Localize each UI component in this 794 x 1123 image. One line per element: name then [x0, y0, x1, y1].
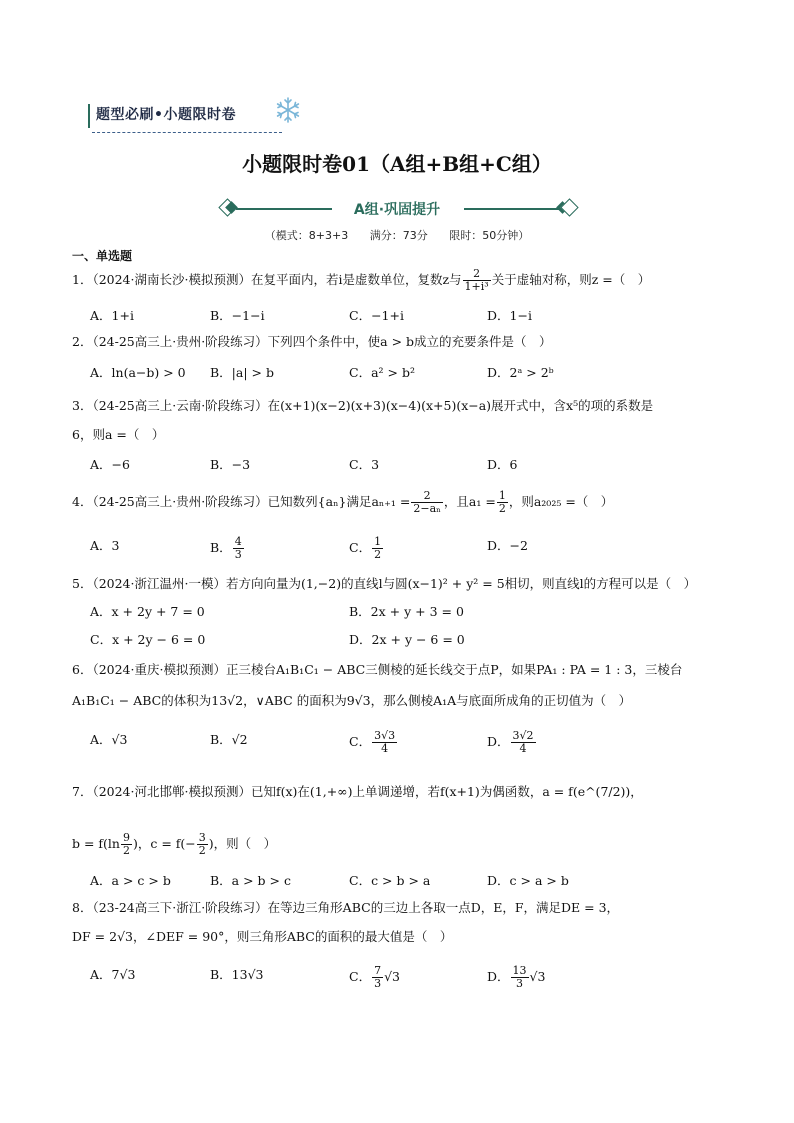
option-a: A．x + 2y + 7 = 0 — [90, 604, 205, 619]
option-d: D．c > a > b — [487, 873, 569, 888]
option-d: D． $\frac{13}{3}$ √3 — [487, 964, 546, 990]
option-a: A．−6 — [90, 457, 130, 472]
option-a: A．7√3 — [90, 967, 136, 982]
meta-score: 满分：73分 — [369, 229, 428, 242]
question-5: 5．（2024·浙江温州·一模）若方向向量为(1,−2)的直线l与圆(x−1)² + y² = 5相切，则直线l的方程可以是（ ） — [72, 576, 697, 591]
question-8: 8．（23-24高三下·浙江·阶段练习）在等边三角形ABC的三边上各取一点D，E，F，满足DE = 3， — [72, 900, 620, 915]
group-line-right — [464, 208, 560, 210]
option-d: D．−2 — [487, 538, 528, 553]
fraction: $\frac{1}{2}$ — [498, 489, 506, 515]
snowflake-icon — [274, 96, 302, 124]
question-2: 2．（24-25高三上·贵州·阶段练习）下列四个条件中，使a > b成立的充要条件是（ ） — [72, 334, 552, 349]
option-a: A．√3 — [90, 732, 128, 747]
option-c: C．3 — [349, 457, 380, 472]
header-divider — [92, 132, 282, 133]
fraction: $\frac{9}{2}$ — [122, 831, 130, 857]
question-3: 3．（24-25高三上·云南·阶段练习）在(x+1)(x−2)(x+3)(x−4)(x+5)(x−a)展开式中，含x⁵的项的系数是 — [72, 398, 654, 413]
option-d: D． $\frac{3√2}{4}$ — [487, 729, 534, 755]
fraction: $\frac{3}{2}$ — [198, 831, 206, 857]
question-1: 1．（2024·湖南长沙·模拟预测）在复平面内，若i是虚数单位，复数z与 $\frac{2}{\text{1+i³}}$ 关于虚轴对称，则z =（ ） — [72, 267, 651, 293]
header-tag: 题型必刷•小题限时卷 — [96, 107, 236, 123]
question-7-line-2: b = f(ln $\frac{9}{2}$ )，c = f(− $\frac{3}{2}$ )，则（ ） — [72, 831, 277, 857]
option-b: B．2x + y + 3 = 0 — [349, 604, 464, 619]
option-b: B．13√3 — [210, 967, 264, 982]
question-4: 4．（24-25高三上·贵州·阶段练习）已知数列{aₙ}满足aₙ₊₁ = $\frac{2}{\text{2−aₙ}}$ ，且a₁ = $\frac{1}{2}$ ，则a₂₀₂₅ =（ ） — [72, 489, 614, 515]
option-c: C．a² > b² — [349, 365, 415, 380]
option-d: D．2x + y − 6 = 0 — [349, 632, 465, 647]
question-6: 6．（2024·重庆·模拟预测）正三棱台A₁B₁C₁ − ABC三侧棱的延长线交于点P，如果PA₁ : PA = 1 : 3，三棱台 — [72, 662, 683, 677]
page-title: 小题限时卷01（A组+B组+C组） — [242, 152, 552, 176]
option-c: C． $\frac{1}{2}$ — [349, 535, 382, 561]
option-a: A．3 — [90, 538, 120, 553]
section-title: 一、单选题 — [72, 249, 133, 263]
option-a: A．ln(a−b) > 0 — [90, 365, 186, 380]
header-accent-bar — [88, 104, 90, 128]
option-c: C．−1+i — [349, 308, 404, 323]
group-label: A组·巩固提升 — [353, 202, 441, 218]
option-c: C． $\frac{7}{3}$ √3 — [349, 964, 400, 990]
option-a: A．1+i — [90, 308, 134, 323]
question-8-line-2: DF = 2√3，∠DEF = 90°，则三角形ABC的面积的最大值是（ ） — [72, 929, 453, 944]
option-d: D．2ᵃ > 2ᵇ — [487, 365, 554, 380]
question-3-line-2: 6，则a =（ ） — [72, 427, 165, 442]
exam-meta — [0, 227, 794, 243]
option-d: D．6 — [487, 457, 518, 472]
option-a: A．a > c > b — [90, 873, 171, 888]
option-b: B．−3 — [210, 457, 251, 472]
question-7: 7．（2024·河北邯郸·模拟预测）已知f(x)在(1,+∞)上单调递增，若f(x+1)为偶函数，a = f(e^(7/2))， — [72, 784, 643, 799]
option-c: C． $\frac{3√3}{4}$ — [349, 729, 396, 755]
option-b: B．|a| > b — [210, 365, 274, 380]
fraction: $\frac{2}{\text{2−aₙ}}$ — [413, 489, 441, 515]
meta-time: 限时：50分钟） — [449, 229, 530, 242]
option-c: C．c > b > a — [349, 873, 431, 888]
option-b: B．−1−i — [210, 308, 265, 323]
option-c: C．x + 2y − 6 = 0 — [90, 632, 206, 647]
fraction: $\frac{2}{\text{1+i³}}$ — [464, 267, 489, 293]
option-d: D．1−i — [487, 308, 532, 323]
question-6-line-2: A₁B₁C₁ − ABC的体积为13√2，∨ABC 的面积为9√3，那么侧棱A₁A与底面所成角的正切值为（ ） — [72, 693, 632, 708]
option-b: B． $\frac{4}{3}$ — [210, 535, 242, 561]
meta-mode: （模式：8+3+3 — [264, 229, 349, 242]
option-b: B．a > b > c — [210, 873, 291, 888]
option-b: B．√2 — [210, 732, 248, 747]
